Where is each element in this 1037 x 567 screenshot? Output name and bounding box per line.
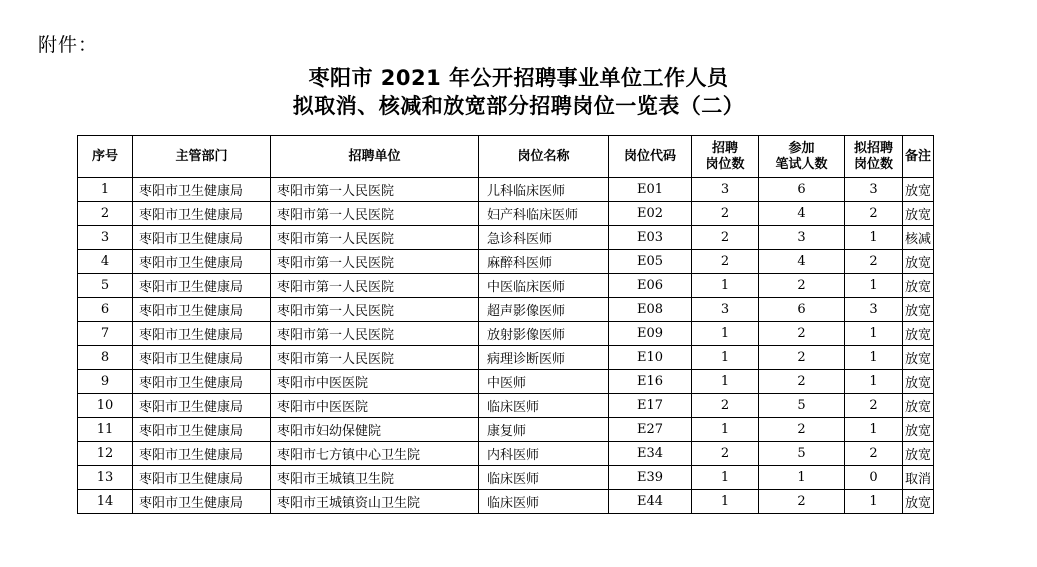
cell-position: 儿科临床医师 (479, 178, 609, 202)
cell-unit: 枣阳市第一人民医院 (271, 202, 479, 226)
cell-note: 放宽 (903, 490, 934, 514)
cell-exam-count: 3 (759, 226, 845, 250)
cell-planned-count: 2 (845, 202, 903, 226)
cell-exam-count: 5 (759, 442, 845, 466)
cell-unit: 枣阳市七方镇中心卫生院 (271, 442, 479, 466)
cell-seq: 6 (78, 298, 133, 322)
cell-seq: 9 (78, 370, 133, 394)
cell-department: 枣阳市卫生健康局 (133, 322, 271, 346)
cell-seq: 3 (78, 226, 133, 250)
cell-department: 枣阳市卫生健康局 (133, 466, 271, 490)
cell-position: 中医师 (479, 370, 609, 394)
document-title-line-1: 枣阳市 2021 年公开招聘事业单位工作人员 (308, 66, 729, 90)
cell-code: E17 (609, 394, 692, 418)
cell-exam-count: 1 (759, 466, 845, 490)
cell-recruit-count: 3 (692, 298, 759, 322)
cell-recruit-count: 1 (692, 322, 759, 346)
cell-note: 放宽 (903, 346, 934, 370)
cell-position: 放射影像医师 (479, 322, 609, 346)
cell-code: E44 (609, 490, 692, 514)
table-row (78, 226, 934, 250)
cell-exam-count: 6 (759, 178, 845, 202)
cell-note: 放宽 (903, 274, 934, 298)
cell-code: E05 (609, 250, 692, 274)
cell-seq: 5 (78, 274, 133, 298)
cell-planned-count: 1 (845, 226, 903, 250)
header-unit: 招聘单位 (271, 136, 479, 178)
cell-planned-count: 0 (845, 466, 903, 490)
header-code: 岗位代码 (609, 136, 692, 178)
table-row (78, 178, 934, 202)
table-body (78, 178, 934, 514)
cell-code: E16 (609, 370, 692, 394)
cell-recruit-count: 3 (692, 178, 759, 202)
cell-recruit-count: 1 (692, 346, 759, 370)
cell-unit: 枣阳市第一人民医院 (271, 226, 479, 250)
cell-exam-count: 2 (759, 370, 845, 394)
cell-recruit-count: 2 (692, 226, 759, 250)
header-planned-count (845, 136, 903, 178)
header-position: 岗位名称 (479, 136, 609, 178)
cell-code: E10 (609, 346, 692, 370)
header-recruit-line-1: 招聘 (711, 140, 738, 156)
table-row (78, 250, 934, 274)
cell-seq: 7 (78, 322, 133, 346)
document-title-line-2: 拟取消、核减和放宽部分招聘岗位一览表（二） (292, 94, 745, 118)
cell-position: 中医临床医师 (479, 274, 609, 298)
cell-department: 枣阳市卫生健康局 (133, 178, 271, 202)
table-row (78, 322, 934, 346)
cell-note: 放宽 (903, 298, 934, 322)
cell-note: 放宽 (903, 370, 934, 394)
cell-code: E27 (609, 418, 692, 442)
cell-code: E06 (609, 274, 692, 298)
cell-unit: 枣阳市第一人民医院 (271, 274, 479, 298)
cell-department: 枣阳市卫生健康局 (133, 226, 271, 250)
header-planned-line-2: 岗位数 (853, 156, 893, 172)
cell-note: 核减 (903, 226, 934, 250)
cell-recruit-count: 2 (692, 394, 759, 418)
cell-planned-count: 1 (845, 490, 903, 514)
cell-note: 放宽 (903, 442, 934, 466)
cell-code: E09 (609, 322, 692, 346)
positions-table (77, 135, 934, 514)
cell-department: 枣阳市卫生健康局 (133, 274, 271, 298)
cell-position: 康复师 (479, 418, 609, 442)
cell-seq: 1 (78, 178, 133, 202)
table-row (78, 466, 934, 490)
table-row (78, 298, 934, 322)
cell-code: E39 (609, 466, 692, 490)
cell-unit: 枣阳市第一人民医院 (271, 322, 479, 346)
cell-department: 枣阳市卫生健康局 (133, 490, 271, 514)
cell-note: 放宽 (903, 202, 934, 226)
cell-note: 放宽 (903, 394, 934, 418)
cell-department: 枣阳市卫生健康局 (133, 250, 271, 274)
cell-recruit-count: 1 (692, 274, 759, 298)
cell-exam-count: 2 (759, 418, 845, 442)
cell-recruit-count: 2 (692, 442, 759, 466)
header-planned-line-1: 拟招聘 (853, 140, 893, 156)
header-department: 主管部门 (133, 136, 271, 178)
cell-seq: 8 (78, 346, 133, 370)
cell-position: 超声影像医师 (479, 298, 609, 322)
cell-department: 枣阳市卫生健康局 (133, 418, 271, 442)
cell-planned-count: 1 (845, 370, 903, 394)
cell-recruit-count: 1 (692, 490, 759, 514)
cell-exam-count: 2 (759, 490, 845, 514)
cell-note: 放宽 (903, 178, 934, 202)
table-row (78, 202, 934, 226)
cell-department: 枣阳市卫生健康局 (133, 298, 271, 322)
cell-department: 枣阳市卫生健康局 (133, 370, 271, 394)
cell-department: 枣阳市卫生健康局 (133, 442, 271, 466)
cell-recruit-count: 1 (692, 466, 759, 490)
cell-department: 枣阳市卫生健康局 (133, 394, 271, 418)
cell-planned-count: 2 (845, 442, 903, 466)
cell-exam-count: 5 (759, 394, 845, 418)
cell-seq: 11 (78, 418, 133, 442)
cell-planned-count: 3 (845, 178, 903, 202)
cell-exam-count: 4 (759, 250, 845, 274)
cell-code: E34 (609, 442, 692, 466)
cell-seq: 10 (78, 394, 133, 418)
cell-exam-count: 2 (759, 346, 845, 370)
cell-seq: 12 (78, 442, 133, 466)
cell-recruit-count: 2 (692, 250, 759, 274)
table-row (78, 442, 934, 466)
cell-unit: 枣阳市第一人民医院 (271, 298, 479, 322)
cell-code: E08 (609, 298, 692, 322)
cell-unit: 枣阳市第一人民医院 (271, 178, 479, 202)
cell-seq: 2 (78, 202, 133, 226)
cell-code: E01 (609, 178, 692, 202)
cell-position: 内科医师 (479, 442, 609, 466)
header-exam-line-2: 笔试人数 (775, 156, 828, 172)
cell-position: 麻醉科医师 (479, 250, 609, 274)
cell-recruit-count: 1 (692, 370, 759, 394)
header-recruit-count (692, 136, 759, 178)
cell-position: 急诊科医师 (479, 226, 609, 250)
cell-unit: 枣阳市妇幼保健院 (271, 418, 479, 442)
table-row (78, 370, 934, 394)
cell-note: 放宽 (903, 322, 934, 346)
cell-unit: 枣阳市中医医院 (271, 394, 479, 418)
attachment-label: 附件： (38, 34, 99, 56)
cell-unit: 枣阳市王城镇资山卫生院 (271, 490, 479, 514)
cell-exam-count: 2 (759, 322, 845, 346)
cell-code: E03 (609, 226, 692, 250)
cell-planned-count: 2 (845, 394, 903, 418)
cell-planned-count: 1 (845, 418, 903, 442)
table-row (78, 274, 934, 298)
cell-unit: 枣阳市中医医院 (271, 370, 479, 394)
header-note: 备注 (903, 136, 934, 178)
cell-unit: 枣阳市第一人民医院 (271, 346, 479, 370)
cell-note: 取消 (903, 466, 934, 490)
cell-exam-count: 6 (759, 298, 845, 322)
table-row (78, 346, 934, 370)
cell-planned-count: 1 (845, 346, 903, 370)
cell-recruit-count: 2 (692, 202, 759, 226)
cell-code: E02 (609, 202, 692, 226)
cell-note: 放宽 (903, 418, 934, 442)
cell-seq: 4 (78, 250, 133, 274)
cell-seq: 14 (78, 490, 133, 514)
table-row (78, 394, 934, 418)
cell-planned-count: 3 (845, 298, 903, 322)
header-seq: 序号 (78, 136, 133, 178)
cell-department: 枣阳市卫生健康局 (133, 202, 271, 226)
table-row (78, 418, 934, 442)
cell-exam-count: 4 (759, 202, 845, 226)
cell-note: 放宽 (903, 250, 934, 274)
table-row (78, 490, 934, 514)
cell-position: 临床医师 (479, 466, 609, 490)
cell-seq: 13 (78, 466, 133, 490)
cell-unit: 枣阳市王城镇卫生院 (271, 466, 479, 490)
cell-position: 病理诊断医师 (479, 346, 609, 370)
header-recruit-line-2: 岗位数 (705, 156, 745, 172)
header-exam-line-1: 参加 (788, 140, 815, 156)
cell-planned-count: 2 (845, 250, 903, 274)
cell-position: 临床医师 (479, 490, 609, 514)
cell-planned-count: 1 (845, 274, 903, 298)
cell-position: 妇产科临床医师 (479, 202, 609, 226)
cell-planned-count: 1 (845, 322, 903, 346)
cell-recruit-count: 1 (692, 418, 759, 442)
table-header-row (78, 136, 934, 178)
cell-unit: 枣阳市第一人民医院 (271, 250, 479, 274)
header-exam-count (759, 136, 845, 178)
cell-position: 临床医师 (479, 394, 609, 418)
cell-department: 枣阳市卫生健康局 (133, 346, 271, 370)
cell-exam-count: 2 (759, 274, 845, 298)
